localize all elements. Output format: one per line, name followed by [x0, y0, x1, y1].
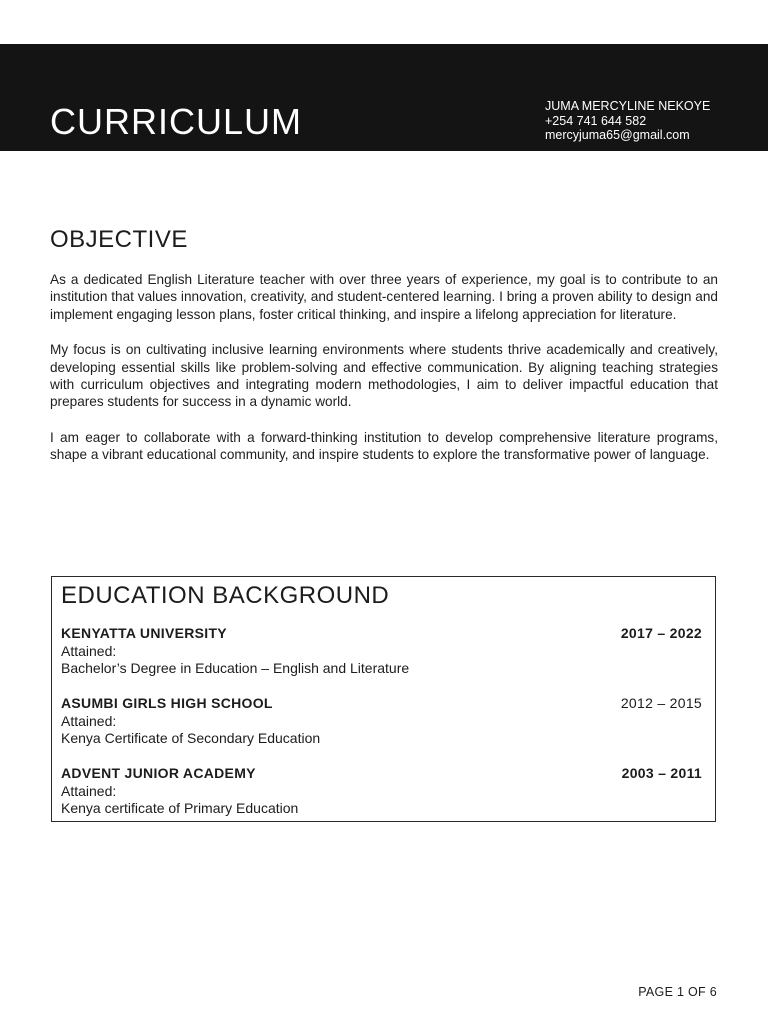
objective-body: [50, 271, 718, 482]
objective-paragraph: As a dedicated English Literature teacher with over three years of experience, my goal is to contribute to an institution that values innovation, creativity, and student-centered learning. I bring a proven ability to design and implement engaging lesson plans, foster critical thinking, and inspire a lifelong appreciation for literature.: [50, 272, 718, 322]
title-line-1: CURRICULUM: [50, 101, 302, 142]
school-name: KENYATTA UNIVERSITY: [61, 625, 227, 641]
education-entry: [61, 765, 702, 818]
attained-label: Attained:: [61, 642, 117, 659]
education-entry: [61, 695, 702, 748]
contact-name: JUMA MERCYLINE NEKOYE: [545, 99, 711, 113]
qualification: Bachelor’s Degree in Education – English and Literature: [61, 660, 410, 676]
contact-phone: +254 741 644 582: [545, 113, 647, 128]
qualification: Kenya certificate of Primary Education: [61, 800, 299, 816]
document-title: [50, 101, 302, 185]
school-name: ADVENT JUNIOR ACADEMY: [61, 765, 256, 781]
objective-paragraph: I am eager to collaborate with a forward-thinking institution to develop comprehensive literature programs, shape a vibrant educational community, and inspire students to explore the transformative power of language.: [50, 429, 718, 463]
title-line-2: VITAE: [50, 143, 157, 184]
school-years: 2017 – 2022: [620, 625, 702, 641]
education-entry: [61, 625, 702, 678]
page-number: PAGE 1 OF 6: [638, 985, 717, 999]
header-bar: [0, 44, 768, 184]
school-years: 2012 – 2015: [620, 695, 702, 711]
qualification: Kenya Certificate of Secondary Education: [61, 730, 321, 746]
education-section: [51, 576, 716, 822]
school-name: ASUMBI GIRLS HIGH SCHOOL: [61, 695, 273, 711]
objective-paragraph: My focus is on cultivating inclusive learning environments where students thrive academically and creatively, developing essential skills like problem-solving and effective communication. By aligning teaching strategies with curriculum objectives and integrating modern methodologies, I aim to deliver impactful education that prepares students for success in a dynamic world.: [50, 342, 718, 410]
objective-heading: OBJECTIVE: [50, 226, 188, 253]
contact-block: [545, 99, 710, 143]
school-years: 2003 – 2011: [621, 765, 702, 781]
contact-email: mercyjuma65@gmail.com: [545, 128, 690, 142]
education-heading: EDUCATION BACKGROUND: [61, 582, 390, 609]
attained-label: Attained:: [61, 712, 117, 729]
attained-label: Attained:: [61, 782, 117, 799]
